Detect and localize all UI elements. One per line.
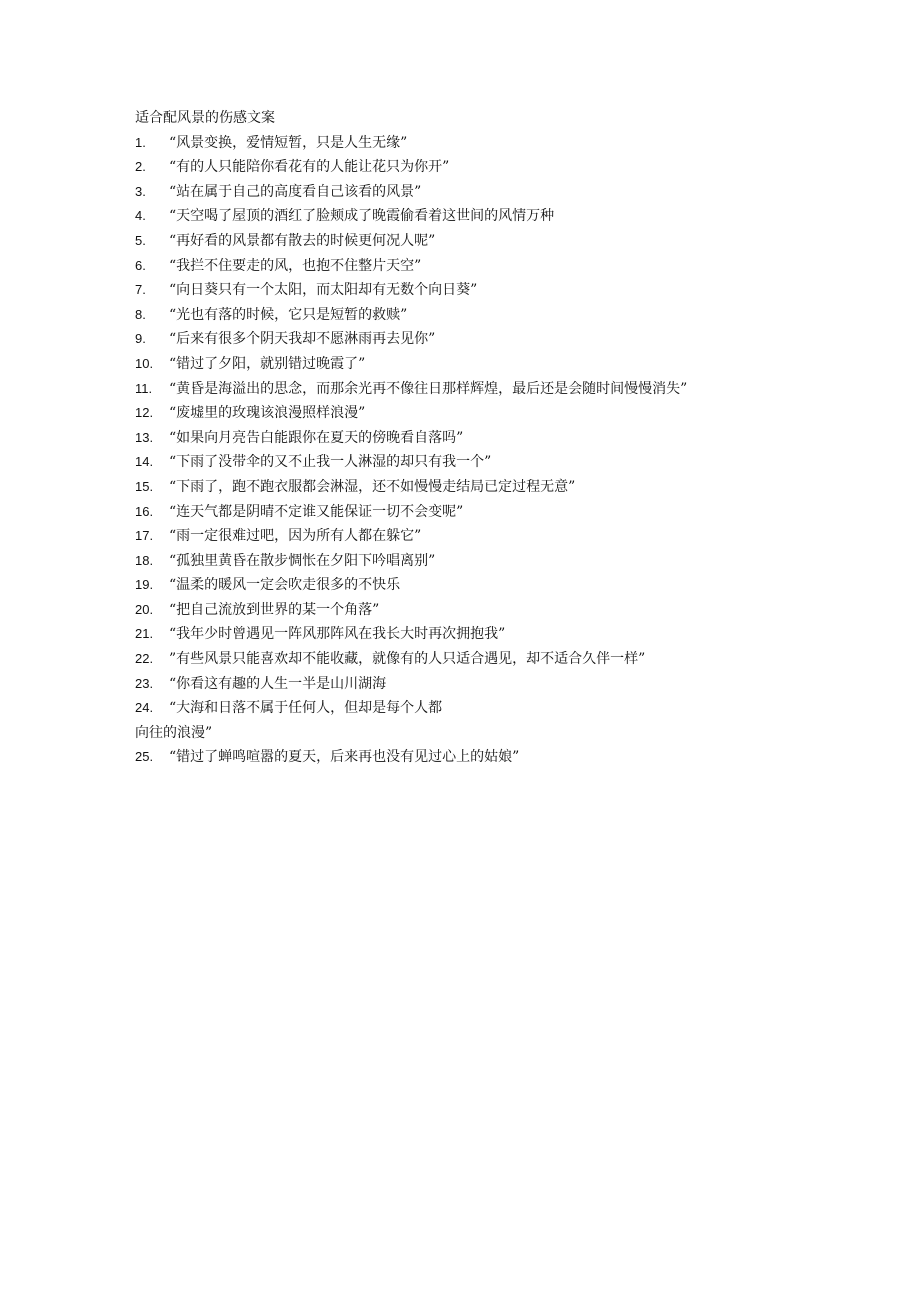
item-number: 21.: [135, 626, 154, 642]
list-item: [135, 524, 835, 549]
list-item: [135, 131, 835, 156]
list-item: [135, 180, 835, 205]
list-item: [135, 327, 835, 352]
item-text: “孤独里黄昏在散步惆怅在夕阳下吟唱离别”: [169, 552, 436, 569]
item-text: “连天气都是阴晴不定谁又能保证一切不会变呢”: [169, 503, 464, 520]
item-text: “下雨了，跑不跑衣服都会淋湿，还不如慢慢走结局已定过程无意”: [169, 478, 576, 495]
item-number: 12.: [135, 405, 154, 421]
item-number: 9.: [135, 331, 146, 347]
item-number: 5.: [135, 232, 146, 248]
list-item: [135, 549, 835, 574]
list-item: [135, 254, 835, 279]
item-text: “后来有很多个阴天我却不愿淋雨再去见你”: [169, 331, 436, 348]
item-text: “有的人只能陪你看花有的人能让花只为你开”: [169, 159, 450, 176]
item-number: 19.: [135, 577, 154, 593]
list-item: [135, 401, 835, 426]
item-number: 20.: [135, 601, 154, 617]
item-text: “大海和日落不属于任何人，但却是每个人都: [169, 700, 443, 717]
list-item: [135, 155, 835, 180]
item-number: 13.: [135, 429, 154, 445]
item-number: 10.: [135, 355, 154, 371]
item-text: “天空喝了屋顶的酒红了脸颊成了晚霞偷看着这世间的风情万种: [169, 208, 555, 225]
item-number: 8.: [135, 306, 146, 322]
list-item: [135, 450, 835, 475]
item-text: “错过了夕阳，就别错过晚霞了”: [169, 355, 366, 372]
item-text: “你看这有趣的人生一半是山川湖海: [169, 675, 387, 692]
list-item: [135, 303, 835, 328]
item-text: “雨一定很难过吧，因为所有人都在躲它”: [169, 528, 422, 545]
list-item: [135, 475, 835, 500]
list-item: [135, 622, 835, 647]
item-number: 7.: [135, 282, 146, 298]
item-text: “下雨了没带伞的又不止我一人淋湿的却只有我一个”: [169, 454, 492, 471]
item-text: “站在属于自己的高度看自己该看的风景”: [169, 183, 422, 200]
document-title: 适合配风景的伤感文案: [135, 110, 275, 126]
item-number: 1.: [135, 134, 146, 150]
list-item: [135, 696, 835, 721]
list-item: [135, 352, 835, 377]
item-number: 23.: [135, 675, 154, 691]
item-number: 14.: [135, 454, 154, 470]
item-number: 3.: [135, 183, 146, 199]
item-number: 11.: [135, 380, 153, 396]
item-text: “如果向月亮告白能跟你在夏天的傍晚看自落吗”: [169, 429, 464, 446]
document-content: [135, 106, 835, 770]
item-24-continuation: 向往的浪漫”: [135, 724, 213, 741]
item-text: “我年少时曾遇见一阵风那阵风在我长大时再次拥抱我”: [169, 626, 506, 643]
item-text: “风景变换，爱情短暂，只是人生无缘”: [169, 134, 408, 151]
list-item: [135, 229, 835, 254]
item-text: “废墟里的玫瑰该浪漫照样浪漫”: [169, 405, 366, 422]
list-item: [135, 573, 835, 598]
list-item: [135, 598, 835, 623]
list-item: [135, 204, 835, 229]
list-item: [135, 426, 835, 451]
list-item: [135, 647, 835, 672]
item-number: 25.: [135, 749, 154, 765]
item-text: ”有些风景只能喜欢却不能收藏，就像有的人只适合遇见，却不适合久伴一样”: [169, 651, 646, 668]
item-number: 24.: [135, 700, 154, 716]
item-text: “黄昏是海溢出的思念，而那余光再不像往日那样辉煌，最后还是会随时间慢慢消失”: [169, 380, 688, 397]
item-text: “温柔的暖风一定会吹走很多的不快乐: [169, 577, 401, 594]
list-item: [135, 672, 835, 697]
list-item: [135, 278, 835, 303]
item-number: 16.: [135, 503, 154, 519]
list-item: [135, 500, 835, 525]
item-number: 4.: [135, 208, 146, 224]
item-text: “错过了蝉鸣喧嚣的夏天，后来再也没有见过心上的姑娘”: [169, 749, 520, 766]
item-number: 17.: [135, 528, 154, 544]
list-item: [135, 377, 835, 402]
item-text: “向日葵只有一个太阳，而太阳却有无数个向日葵”: [169, 282, 478, 299]
item-text: “把自己流放到世界的某一个角落”: [169, 601, 380, 618]
item-text: “我拦不住要走的风，也抱不住整片天空”: [169, 257, 422, 274]
quote-list: [135, 131, 835, 721]
item-number: 15.: [135, 478, 154, 494]
item-text: “光也有落的时候，它只是短暂的救赎”: [169, 306, 408, 323]
item-text: “再好看的风景都有散去的时候更何况人呢”: [169, 232, 436, 249]
item-number: 18.: [135, 552, 154, 568]
item-number: 2.: [135, 159, 146, 175]
list-item: [135, 745, 835, 770]
item-number: 6.: [135, 257, 146, 273]
item-number: 22.: [135, 651, 154, 667]
